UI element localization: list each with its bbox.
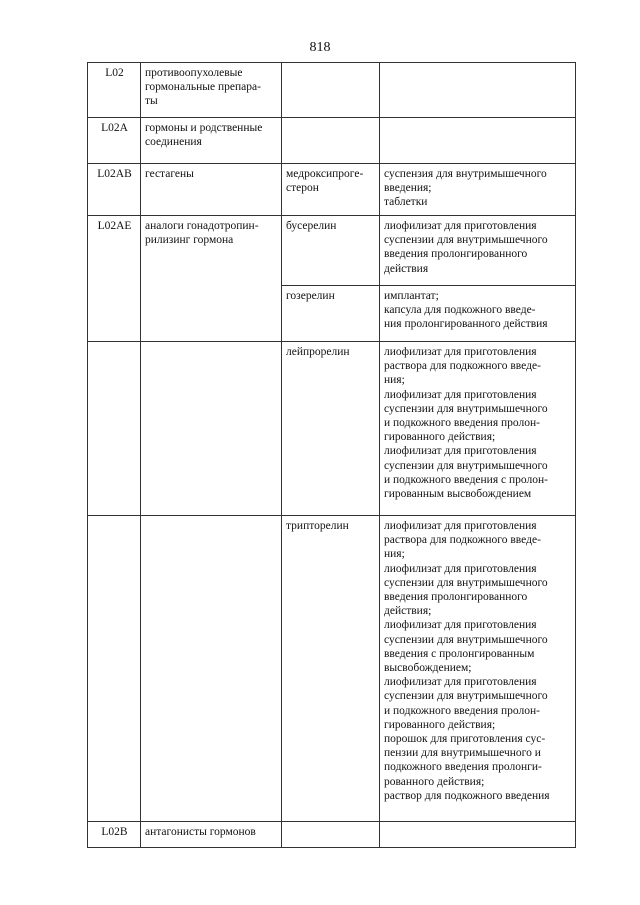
dosage-form-cell: лиофилизат для приготовления раствора для подкожного введе- ния; лиофилизат для приготовления суспензии для внутримышечного введения пролонгированного действия; лиофилизат для приготовления суспензии для внутримышечного введения с пролонгированным высвобождением; лиофилизат для приготовления суспензии для внутримышечного и подкожного введения пролон- гированного действия; порошок для приготовления сус- пензии для внутримышечного и подкожного введения пролонги- рованного действия; раствор для подкожного введения <box>380 516 576 822</box>
drug-name-cell: трипторелин <box>282 516 380 822</box>
dosage-form-cell <box>380 63 576 118</box>
drug-name-cell: гозерелин <box>282 286 380 342</box>
group-name-cell: гестагены <box>141 164 282 216</box>
group-name-cell: аналоги гонадотропин- рилизинг гормона <box>141 216 282 342</box>
drug-name-cell: лейпрорелин <box>282 342 380 516</box>
table-row <box>88 164 576 216</box>
atc-code-cell: L02A <box>88 118 141 164</box>
dosage-form-cell: имплантат; капсула для подкожного введе- ния пролонгированного действия <box>380 286 576 342</box>
atc-code-cell: L02AB <box>88 164 141 216</box>
atc-code-cell <box>88 342 141 516</box>
table-row <box>88 342 576 516</box>
dosage-form-cell <box>380 822 576 848</box>
drug-classification-table <box>87 62 576 848</box>
dosage-form-cell: лиофилизат для приготовления суспензии для внутримышечного введения пролонгированного действия <box>380 216 576 286</box>
atc-code-cell: L02AE <box>88 216 141 342</box>
dosage-form-cell: лиофилизат для приготовления раствора для подкожного введе- ния; лиофилизат для приготовления суспензии для внутримышечного и подкожного введения пролон- гированного действия; лиофилизат для приготовления суспензии для внутримышечного и подкожного введения с пролон- гированным высвобождением <box>380 342 576 516</box>
drug-name-cell: бусерелин <box>282 216 380 286</box>
drug-name-cell: медроксипроге- стерон <box>282 164 380 216</box>
group-name-cell <box>141 342 282 516</box>
atc-code-cell: L02B <box>88 822 141 848</box>
group-name-cell: противоопухолевые гормональные препара- ты <box>141 63 282 118</box>
dosage-form-cell <box>380 118 576 164</box>
drug-name-cell <box>282 118 380 164</box>
atc-code-cell <box>88 516 141 822</box>
group-name-cell <box>141 516 282 822</box>
drug-name-cell <box>282 63 380 118</box>
table-row <box>88 822 576 848</box>
table-row <box>88 118 576 164</box>
drug-name-cell <box>282 822 380 848</box>
dosage-form-cell: суспензия для внутримышечного введения; таблетки <box>380 164 576 216</box>
table-row <box>88 216 576 286</box>
group-name-cell: антагонисты гормонов <box>141 822 282 848</box>
group-name-cell: гормоны и родственные соединения <box>141 118 282 164</box>
table-row <box>88 516 576 822</box>
page-number: 818 <box>309 40 331 55</box>
atc-code-cell: L02 <box>88 63 141 118</box>
table-row <box>88 63 576 118</box>
